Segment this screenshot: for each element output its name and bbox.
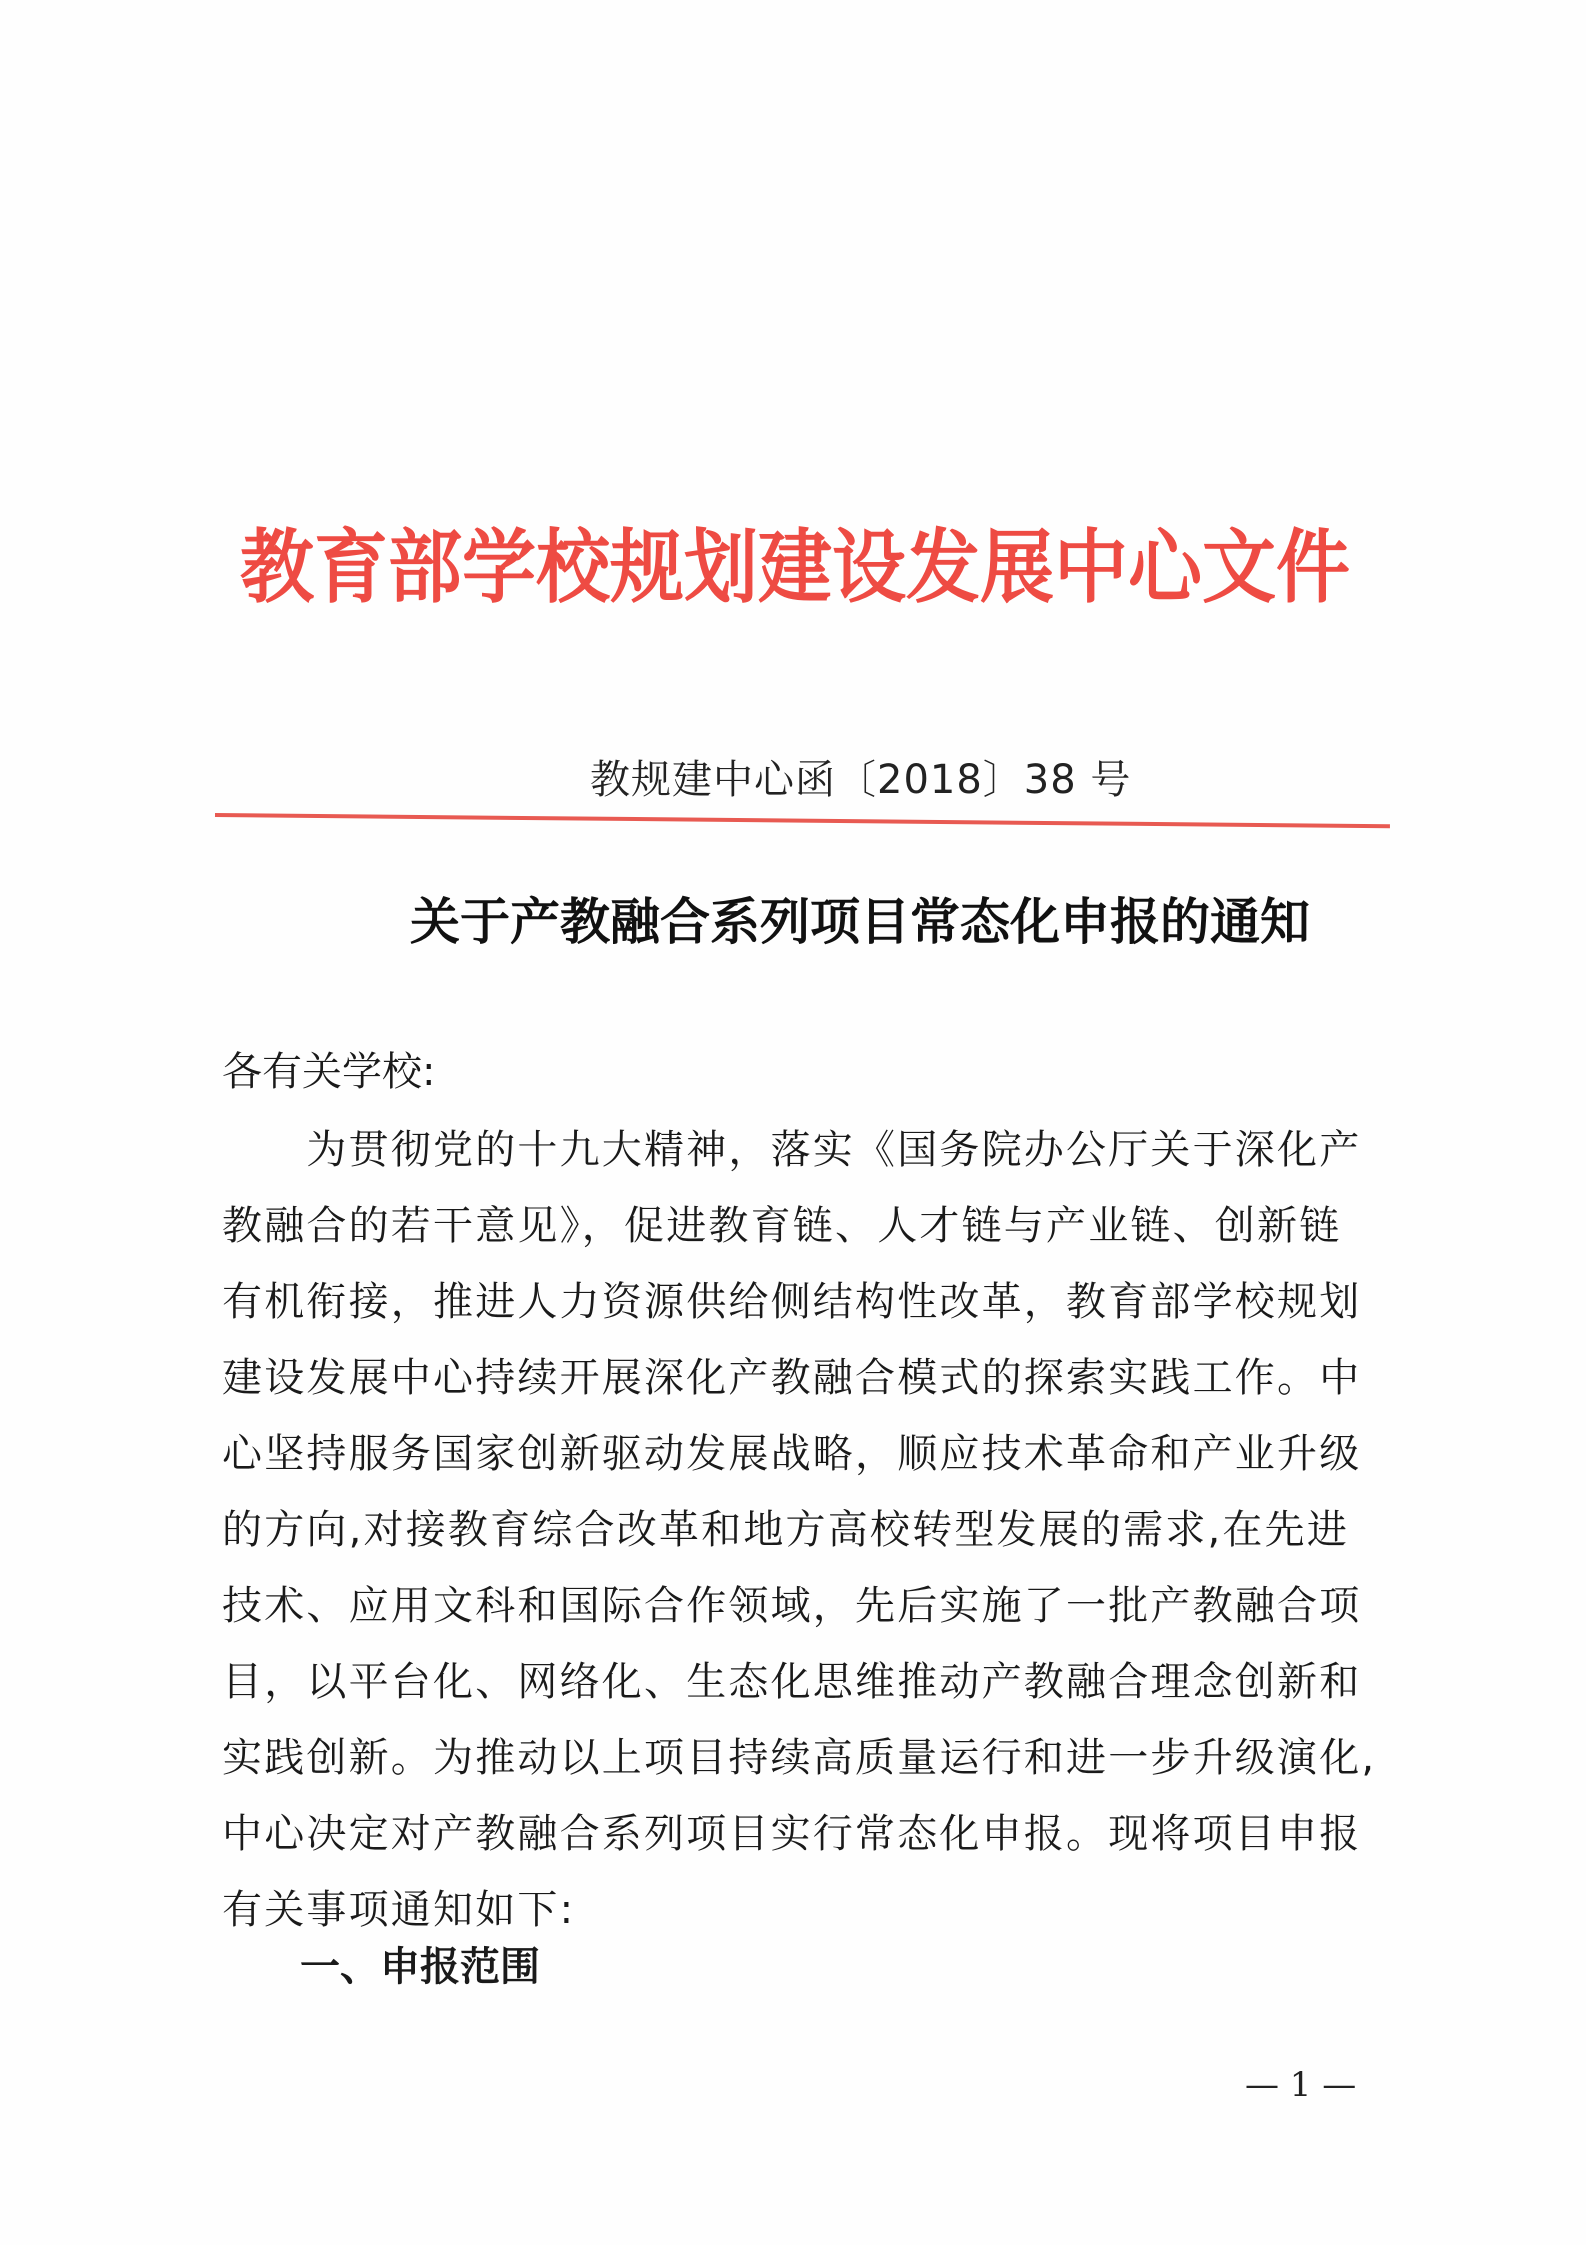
- notice-title: 关于产教融合系列项目常态化申报的通知: [410, 892, 1310, 951]
- section-heading: 一、申报范围: [300, 1944, 540, 1990]
- body-line: 目，以平台化、网络化、生态化思维推动产教融合理念创新和: [222, 1659, 1362, 1705]
- body-line: 为贯彻党的十九大精神，落实《国务院办公厅关于深化产: [222, 1127, 1362, 1173]
- salutation: 各有关学校:: [222, 1049, 436, 1095]
- body-line: 中心决定对产教融合系列项目实行常态化申报。现将项目申报: [222, 1811, 1362, 1857]
- body-line: 实践创新。为推动以上项目持续高质量运行和进一步升级演化,: [222, 1735, 1377, 1781]
- page-number: — 1 —: [1245, 2065, 1357, 2105]
- body-line: 教融合的若干意见》，促进教育链、人才链与产业链、创新链: [222, 1203, 1342, 1249]
- body-line: 有机衔接，推进人力资源供给侧结构性改革，教育部学校规划: [222, 1279, 1362, 1325]
- issuer-masthead: 教育部学校规划建设发展中心文件: [240, 521, 1350, 615]
- body-line: 建设发展中心持续开展深化产教融合模式的探索实践工作。中: [222, 1355, 1362, 1401]
- body-line: 有关事项通知如下:: [222, 1887, 576, 1933]
- red-divider-rule: [215, 813, 1390, 828]
- body-line: 的方向,对接教育综合改革和地方高校转型发展的需求,在先进: [222, 1507, 1350, 1553]
- body-line: 技术、应用文科和国际合作领域，先后实施了一批产教融合项: [222, 1583, 1362, 1629]
- document-number: 教规建中心函〔2018〕38 号: [590, 757, 1132, 803]
- body-line: 心坚持服务国家创新驱动发展战略，顺应技术革命和产业升级: [222, 1431, 1362, 1477]
